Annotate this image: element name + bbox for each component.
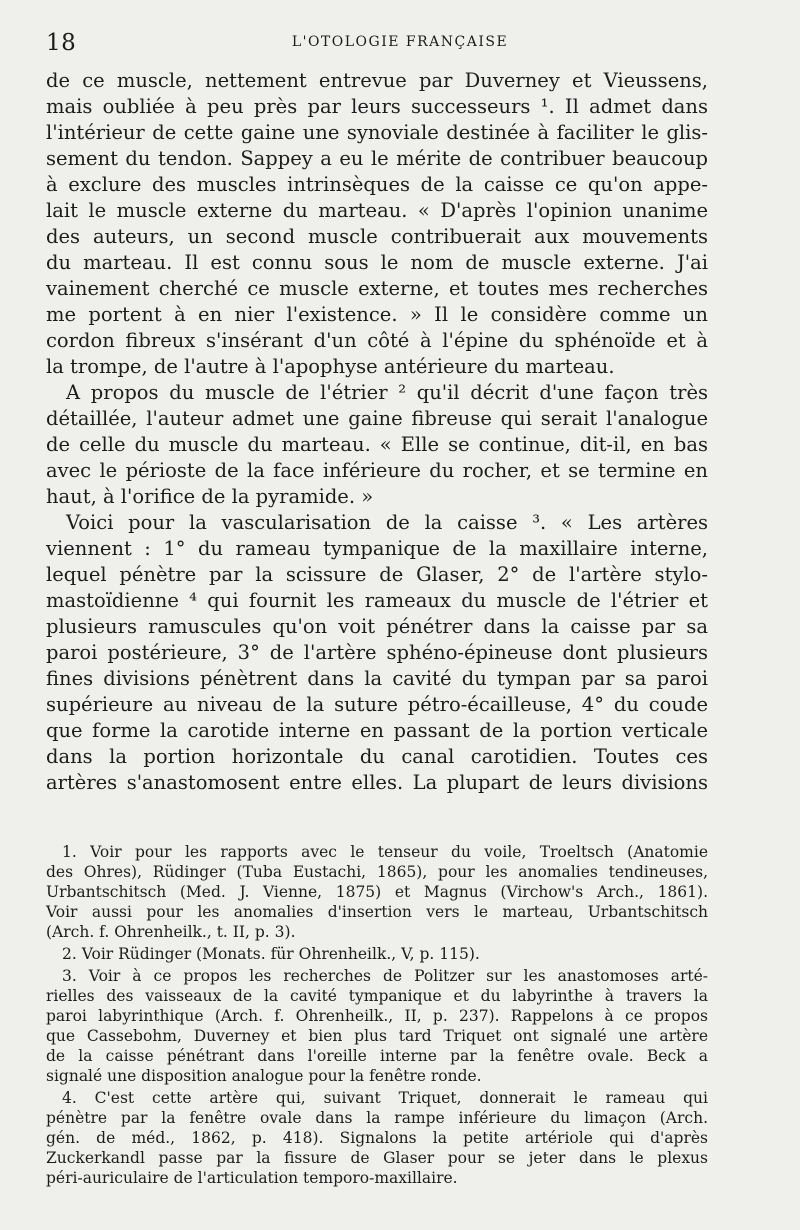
body-line: plusieurs ramuscules qu'on voit pénétrer dans la caisse par sa [46, 615, 708, 638]
body-line: viennent : 1° du rameau tympanique de la maxillaire interne, [46, 537, 708, 560]
body-line: du marteau. Il est connu sous le nom de muscle externe. J'ai [46, 251, 708, 274]
footnote-line: Voir aussi pour les anomalies d'insertion vers le marteau, Urbantschitsch [46, 903, 708, 921]
footnote-line: signalé une disposition analogue pour la fenêtre ronde. [46, 1067, 482, 1085]
body-line: fines divisions pénètrent dans la cavité du tympan par sa paroi [46, 667, 708, 690]
body-line: mastoïdienne ⁴ qui fournit les rameaux du muscle de l'étrier et [46, 589, 708, 612]
footnote-line: des Ohres), Rüdinger (Tuba Eustachi, 1865), pour les anomalies tendineuses, [46, 863, 708, 881]
body-line: cordon fibreux s'insérant d'un côté à l'épine du sphénoïde et à [46, 329, 708, 352]
body-line: paroi postérieure, 3° de l'artère sphéno-épineuse dont plusieurs [46, 641, 708, 664]
body-line: artères s'anastomosent entre elles. La plupart de leurs divisions [46, 771, 708, 794]
body-line: avec le périoste de la face inférieure du rocher, et se termine en [46, 459, 708, 482]
body-line: sement du tendon. Sappey a eu le mérite de contribuer beaucoup [46, 147, 708, 170]
body-line: détaillée, l'auteur admet une gaine fibreuse qui serait l'analogue [46, 407, 708, 430]
body-line: lequel pénètre par la scissure de Glaser, 2° de l'artère stylo- [46, 563, 708, 586]
footnote-line: péri-auriculaire de l'articulation temporo-maxillaire. [46, 1169, 458, 1187]
body-line: de celle du muscle du marteau. « Elle se continue, dit-il, en bas [46, 433, 708, 456]
body-line: vainement cherché ce muscle externe, et toutes mes recherches [46, 277, 708, 300]
body-line: Voici pour la vascularisation de la caisse ³. « Les artères [66, 511, 708, 534]
body-line: la trompe, de l'autre à l'apophyse antérieure du marteau. [46, 355, 615, 378]
body-line: l'intérieur de cette gaine une synoviale destinée à faciliter le glis- [46, 121, 708, 144]
body-line: de ce muscle, nettement entrevue par Duverney et Vieussens, [46, 69, 708, 92]
footnote-line: pénètre par la fenêtre ovale dans la rampe inférieure du limaçon (Arch. [46, 1109, 708, 1127]
footnote-line: Urbantschitsch (Med. J. Vienne, 1875) et Magnus (Virchow's Arch., 1861). [46, 883, 708, 901]
page-number: 18 [46, 30, 77, 56]
footnote-line: paroi labyrinthique (Arch. f. Ohrenheilk., II, p. 237). Rappelons à ce propos [46, 1007, 708, 1025]
body-line: des auteurs, un second muscle contribuerait aux mouvements [46, 225, 708, 248]
body-line: dans la portion horizontale du canal carotidien. Toutes ces [46, 745, 708, 768]
footnote-line: (Arch. f. Ohrenheilk., t. II, p. 3). [46, 923, 296, 941]
body-line: me portent à en nier l'existence. » Il le considère comme un [46, 303, 708, 326]
running-title: L'OTOLOGIE FRANÇAISE [291, 34, 509, 50]
footnote-line: Zuckerkandl passe par la fissure de Glaser pour se jeter dans le plexus [46, 1149, 708, 1167]
body-line: supérieure au niveau de la suture pétro-écailleuse, 4° du coude [46, 693, 708, 716]
body-line: A propos du muscle de l'étrier ² qu'il décrit d'une façon très [66, 381, 708, 404]
footnote-line: 2. Voir Rüdinger (Monats. für Ohrenheilk., V, p. 115). [62, 945, 480, 963]
body-line: mais oubliée à peu près par leurs successeurs ¹. Il admet dans [46, 95, 708, 118]
body-line: lait le muscle externe du marteau. « D'après l'opinion unanime [46, 199, 708, 222]
footnote-line: gén. de méd., 1862, p. 418). Signalons la petite artériole qui d'après [46, 1129, 708, 1147]
footnote-line: de la caisse pénétrant dans l'oreille interne par la fenêtre ovale. Beck a [46, 1047, 708, 1065]
body-line: à exclure des muscles intrinsèques de la caisse ce qu'on appe- [46, 173, 708, 196]
footnote-line: 4. C'est cette artère qui, suivant Triquet, donnerait le rameau qui [62, 1089, 708, 1107]
footnote-line: que Cassebohm, Duverney et bien plus tard Triquet ont signalé une artère [46, 1027, 708, 1045]
footnote-line: 1. Voir pour les rapports avec le tenseur du voile, Troeltsch (Anatomie [62, 843, 708, 861]
footnote-line: rielles des vaisseaux de la cavité tympanique et du labyrinthe à travers la [46, 987, 708, 1005]
body-line: que forme la carotide interne en passant de la portion verticale [46, 719, 708, 742]
footnote-line: 3. Voir à ce propos les recherches de Politzer sur les anastomoses arté- [62, 967, 708, 985]
body-line: haut, à l'orifice de la pyramide. » [46, 485, 374, 508]
